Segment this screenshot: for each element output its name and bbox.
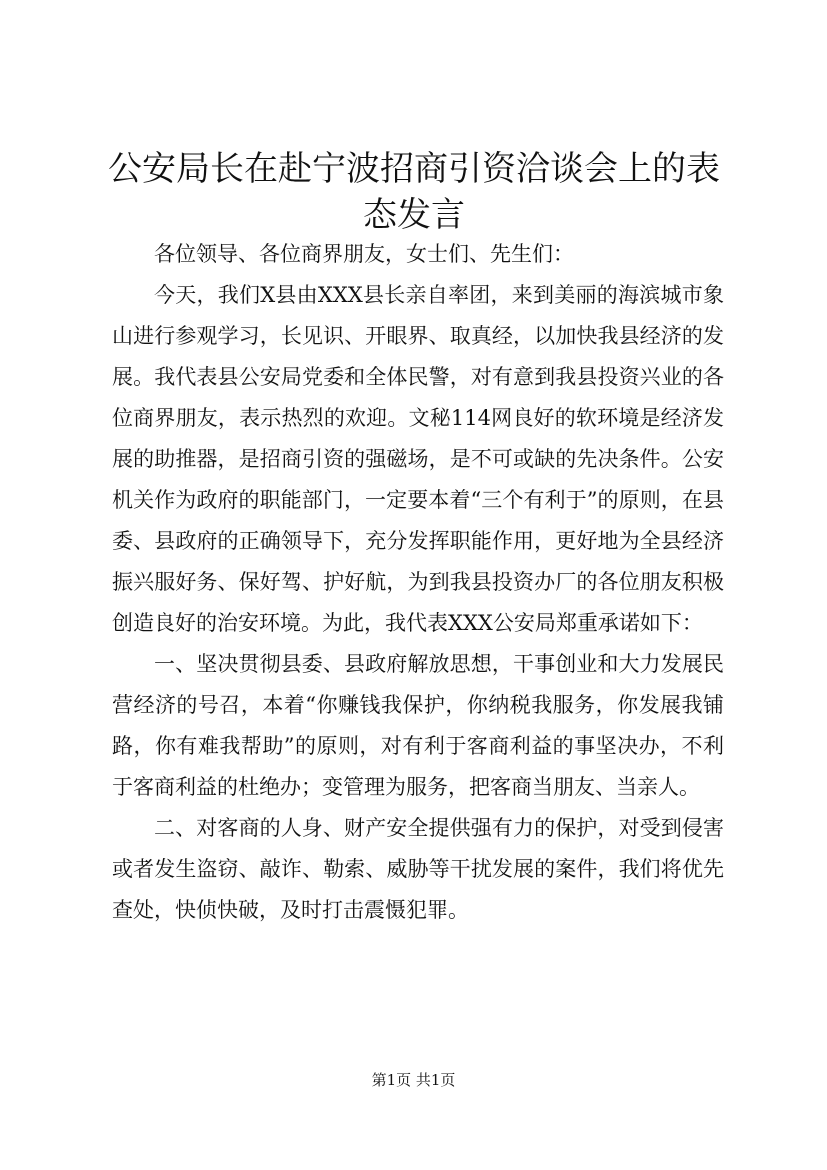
document-title: 公安局长在赴宁波招商引资洽谈会上的表态发言: [108, 149, 720, 235]
body-paragraph-pledge-1: 一、坚决贯彻县委、县政府解放思想，干事创业和大力发展民营经济的号召，本着“你赚钱我保护，你纳税我服务，你发展我铺路，你有难我帮助”的原则，对有利于客商利益的事坚决办，不利于客商利益的杜绝办；变管理为服务，把客商当朋友、当亲人。: [112, 652, 724, 799]
salutation-paragraph: 各位领导、各位商界朋友，女士们、先生们：: [154, 242, 574, 266]
body-paragraph-intro: 今天，我们X县由XXX县长亲自率团，来到美丽的海滨城市象山进行参观学习，长见识、开眼界、取真经，以加快我县经济的发展。我代表县公安局党委和全体民警，对有意到我县投资兴业的各位商界朋友，表示热烈的欢迎。文秘114网良好的软环境是经济发展的助推器，是招商引资的强磁场，是不可或缺的先决条件。公安机关作为政府的职能部门，一定要本着“三个有利于”的原则，在县委、县政府的正确领导下，充分发挥职能作用，更好地为全县经济振兴服好务、保好驾、护好航，为到我县投资办厂的各位朋友积极创造良好的治安环境。为此，我代表XXX公安局郑重承诺如下：: [112, 283, 724, 635]
body-paragraph-pledge-2: 二、对客商的人身、财产安全提供强有力的保护，对受到侵害或者发生盗窃、敲诈、勒索、威胁等干扰发展的案件，我们将优先查处，快侦快破，及时打击震慑犯罪。: [112, 816, 724, 922]
document-body: [112, 234, 724, 931]
page-footer: 第1页 共1页: [371, 1071, 456, 1089]
